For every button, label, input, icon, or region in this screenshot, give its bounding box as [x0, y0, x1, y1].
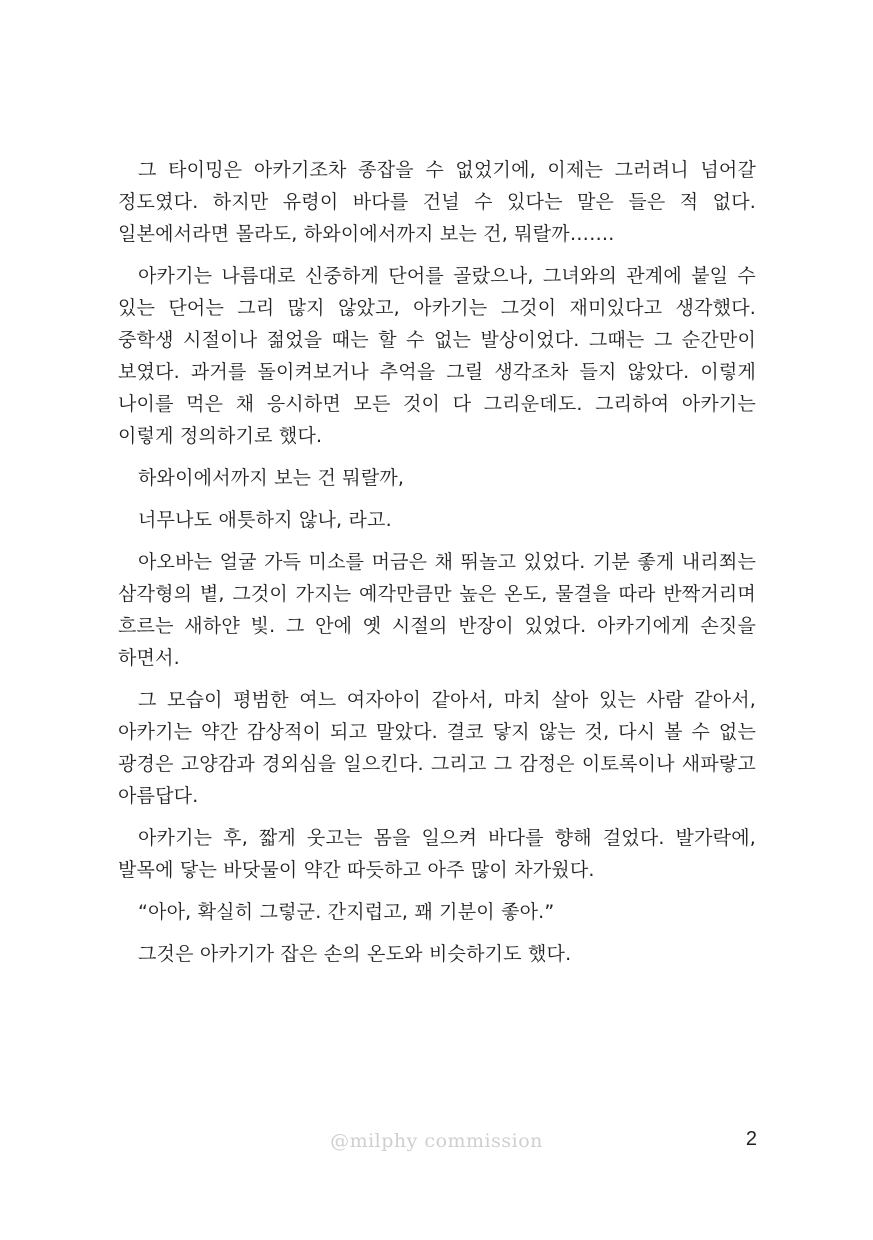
paragraph-5: 아오바는 얼굴 가득 미소를 머금은 채 뛰놀고 있었다. 기분 좋게 내리쬐는 삼각형의 볕, 그것이 가지는 예각만큼만 높은 온도, 물결을 따라 반짝거리며 흐르는 새하얀 빛. 그 안에 옛 시절의 반장이 있었다. 아카기에게 손짓을 하면서.	[118, 551, 756, 669]
paragraph-8: “아아, 확실히 그렇군. 간지럽고, 꽤 기분이 좋아.”	[138, 901, 555, 923]
paragraph-2: 아카기는 나름대로 신중하게 단어를 골랐으나, 그녀와의 관계에 붙일 수 있는 단어는 그리 많지 않았고, 아카기는 그것이 재미있다고 생각했다. 중학생 시절이나 젊었을 때는 할 수 없는 발상이었다. 그때는 그 순간만이 보였다. 과거를 돌이켜보거나 추억을 그릴 생각조차 들지 않았다. 이렇게 나이를 먹은 채 응시하면 모든 것이 다 그리운데도. 그리하여 아카기는 이렇게 정의하기로 했다.	[118, 265, 756, 447]
paragraph-1: 그 타이밍은 아카기조차 종잡을 수 없었기에, 이제는 그러려니 넘어갈 정도였다. 하지만 유령이 바다를 건널 수 있다는 말은 들은 적 없다. 일본에서라면 몰라도, 하와이에서까지 보는 건, 뭐랄까…….	[118, 159, 756, 245]
paragraph-4: 너무나도 애틋하지 않나, 라고.	[138, 509, 392, 531]
page-body	[118, 154, 756, 980]
page-number: 2	[745, 1128, 757, 1150]
paragraph-3: 하와이에서까지 보는 건 뭐랄까,	[138, 467, 405, 489]
watermark: @milphy commission	[330, 1130, 543, 1152]
paragraph-6: 그 모습이 평범한 여느 여자아이 같아서, 마치 살아 있는 사람 같아서, 아카기는 약간 감상적이 되고 말았다. 결코 닿지 않는 것, 다시 볼 수 없는 광경은 고양감과 경외심을 일으킨다. 그리고 그 감정은 이토록이나 새파랗고 아름답다.	[118, 689, 756, 807]
paragraph-9: 그것은 아카기가 잡은 손의 온도와 비슷하기도 했다.	[138, 943, 572, 965]
paragraph-7: 아카기는 후, 짧게 웃고는 몸을 일으켜 바다를 향해 걸었다. 발가락에, 발목에 닿는 바닷물이 약간 따듯하고 아주 많이 차가웠다.	[118, 827, 756, 881]
